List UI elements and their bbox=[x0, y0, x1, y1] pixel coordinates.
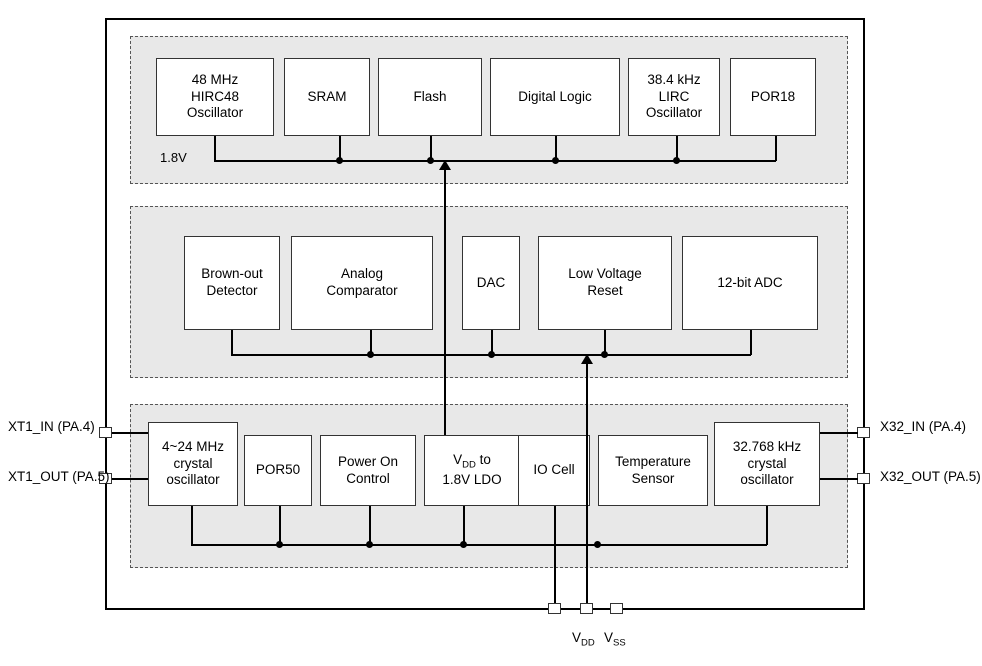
pad-x32-in[interactable] bbox=[857, 427, 870, 438]
junction-dot-sram bbox=[336, 157, 343, 164]
junction-dot-digital-logic bbox=[552, 157, 559, 164]
wire-xtal-hs-drop bbox=[191, 506, 193, 545]
hirc48-line3: Oscillator bbox=[186, 105, 244, 121]
comparator-line1: Analog bbox=[340, 266, 384, 282]
pin-label-xt1-in bbox=[8, 418, 95, 436]
poc-line1: Power On bbox=[337, 453, 399, 469]
block-dac[interactable] bbox=[462, 236, 520, 330]
block-hirc48-oscillator[interactable] bbox=[156, 58, 274, 136]
wire-por18-drop bbox=[775, 136, 777, 161]
block-crystal-oscillator-4-24mhz[interactable] bbox=[148, 422, 238, 506]
junction-dot-poc bbox=[366, 541, 373, 548]
wire-adc-drop bbox=[750, 330, 752, 355]
pad-vdd[interactable] bbox=[548, 603, 561, 614]
digital-logic-label: Digital Logic bbox=[518, 88, 592, 104]
por18-label: POR18 bbox=[750, 88, 796, 104]
xtal-ls-line3: oscillator bbox=[740, 472, 794, 488]
block-low-voltage-reset[interactable] bbox=[538, 236, 672, 330]
arrowhead-vdd-to-analog bbox=[581, 354, 593, 364]
bod-line1: Brown-out bbox=[201, 266, 263, 282]
lirc-line2: LIRC bbox=[658, 88, 690, 104]
xtal-ls-line2: crystal bbox=[747, 455, 787, 471]
wire-xt1-in bbox=[112, 432, 148, 434]
wire-xtal-ls-drop bbox=[766, 506, 768, 545]
block-por50[interactable] bbox=[244, 435, 312, 506]
wire-hirc48-drop bbox=[214, 136, 216, 161]
junction-dot-por50 bbox=[276, 541, 283, 548]
pad-vss[interactable] bbox=[610, 603, 623, 614]
lvr-line2: Reset bbox=[587, 283, 623, 298]
block-flash[interactable] bbox=[378, 58, 482, 136]
wire-x32-out bbox=[820, 478, 858, 480]
xt1-out-line2: (PA.5) bbox=[72, 469, 110, 484]
pad-xt1-in[interactable] bbox=[99, 427, 112, 438]
x32-in-line2: (PA.4) bbox=[928, 419, 967, 434]
io-cell-label: IO Cell bbox=[533, 462, 575, 478]
hirc48-line2: HIRC48 bbox=[190, 88, 239, 104]
pin-label-xt1-out bbox=[8, 468, 110, 486]
flash-label: Flash bbox=[413, 88, 447, 104]
ldo-line2: 1.8V LDO bbox=[442, 471, 502, 487]
block-brown-out-detector[interactable] bbox=[184, 236, 280, 330]
junction-dot-vdd-feed bbox=[594, 541, 601, 548]
pin-label-x32-in bbox=[880, 418, 976, 436]
wire-x32-in bbox=[820, 432, 858, 434]
por50-label: POR50 bbox=[255, 462, 301, 478]
junction-dot-comparator bbox=[367, 351, 374, 358]
block-temperature-sensor[interactable] bbox=[598, 435, 708, 506]
rail-label-18v: 1.8V bbox=[160, 150, 187, 165]
block-sram[interactable] bbox=[284, 58, 370, 136]
wire-por50-drop bbox=[279, 506, 281, 545]
lirc-line3: Oscillator bbox=[645, 105, 703, 121]
block-power-on-control[interactable] bbox=[320, 435, 416, 506]
sram-label: SRAM bbox=[307, 88, 347, 104]
wire-vdd-to-analog bbox=[586, 364, 588, 604]
xt1-in-line1: XT1_IN bbox=[8, 419, 54, 434]
junction-dot-lirc bbox=[673, 157, 680, 164]
wire-ldo-to-18v-rail bbox=[444, 170, 446, 435]
junction-dot-dac bbox=[488, 351, 495, 358]
block-io-cell[interactable] bbox=[518, 435, 590, 506]
lvr-line1: Low Voltage bbox=[568, 266, 642, 282]
pad-vdd-secondary[interactable] bbox=[580, 603, 593, 614]
dac-label: DAC bbox=[476, 274, 506, 290]
junction-dot-flash bbox=[427, 157, 434, 164]
lirc-line1: 38.4 kHz bbox=[647, 71, 701, 87]
x32-out-line2: (PA.5) bbox=[943, 469, 981, 484]
block-12bit-adc[interactable] bbox=[682, 236, 818, 330]
wire-ldo-drop bbox=[463, 506, 465, 545]
block-lirc-oscillator[interactable] bbox=[628, 58, 720, 136]
junction-dot-ldo bbox=[460, 541, 467, 548]
arrowhead-ldo-to-18v bbox=[439, 160, 451, 170]
x32-in-line1: X32_IN bbox=[880, 419, 926, 434]
pin-label-x32-out bbox=[880, 468, 981, 486]
wire-iocell-to-pad bbox=[554, 506, 556, 604]
hirc48-line1: 48 MHz bbox=[191, 71, 239, 87]
ldo-line1: $V_{DD}$ to bbox=[453, 452, 491, 471]
xt1-in-line2: (PA.4) bbox=[57, 419, 95, 434]
pin-label-vdd: $V_{DD}$ bbox=[572, 630, 595, 649]
pad-x32-out[interactable] bbox=[857, 473, 870, 484]
block-por18[interactable] bbox=[730, 58, 816, 136]
xtal-hs-line1: 4~24 MHz bbox=[162, 438, 224, 454]
temp-sensor-line1: Temperature bbox=[615, 453, 691, 469]
x32-out-line1: X32_OUT bbox=[880, 469, 940, 484]
block-analog-comparator[interactable] bbox=[291, 236, 433, 330]
wire-18v-rail bbox=[214, 160, 776, 162]
xtal-ls-line1: 32.768 kHz bbox=[732, 438, 802, 454]
junction-dot-lvr bbox=[601, 351, 608, 358]
adc-label: 12-bit ADC bbox=[717, 274, 783, 290]
block-crystal-oscillator-32768[interactable] bbox=[714, 422, 820, 506]
temp-sensor-line2: Sensor bbox=[631, 470, 675, 486]
bod-line2: Detector bbox=[206, 283, 258, 298]
pin-label-vss: $V_{SS}$ bbox=[604, 630, 626, 649]
xt1-out-line1: XT1_OUT bbox=[8, 469, 69, 484]
comparator-line2: Comparator bbox=[326, 283, 398, 298]
xtal-hs-line2: crystal bbox=[173, 455, 213, 471]
block-vdd-to-18v-ldo[interactable] bbox=[424, 435, 520, 506]
wire-xt1-out bbox=[112, 478, 148, 480]
block-digital-logic[interactable] bbox=[490, 58, 620, 136]
xtal-hs-line3: oscillator bbox=[166, 472, 220, 488]
wire-poc-drop bbox=[369, 506, 371, 545]
poc-line2: Control bbox=[346, 470, 390, 486]
wire-bod-drop bbox=[231, 330, 233, 355]
